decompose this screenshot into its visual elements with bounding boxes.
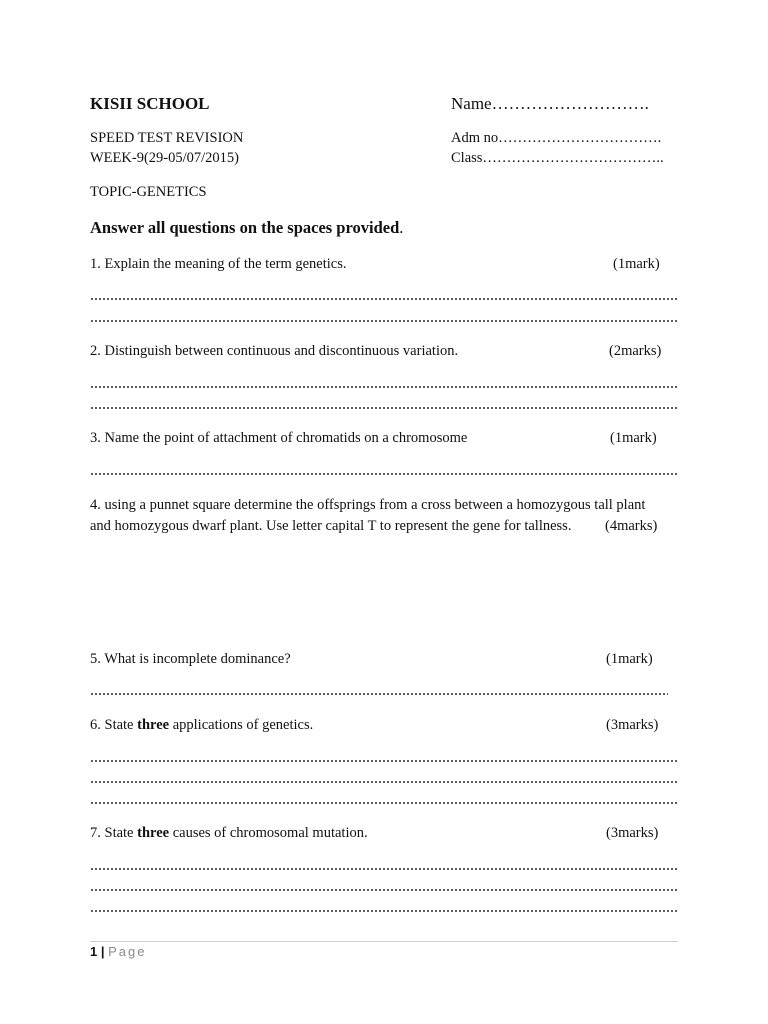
topic: TOPIC-GENETICS xyxy=(90,184,207,200)
answer-line[interactable] xyxy=(90,802,678,804)
answer-line[interactable] xyxy=(90,473,678,475)
question-6-emphasis: three xyxy=(137,717,170,733)
page-footer xyxy=(90,944,147,959)
answer-line[interactable] xyxy=(90,868,678,870)
answer-line[interactable] xyxy=(90,781,678,783)
answer-line[interactable] xyxy=(90,298,678,300)
question-1-marks: (1mark) xyxy=(613,256,660,272)
question-5-marks: (1mark) xyxy=(606,651,653,667)
footer-divider xyxy=(90,941,678,942)
answer-line[interactable] xyxy=(90,910,678,912)
answer-line[interactable] xyxy=(90,760,678,762)
footer-separator: | xyxy=(100,944,105,959)
question-7-suffix: causes of chromosomal mutation. xyxy=(169,825,368,841)
question-6-suffix: applications of genetics. xyxy=(169,717,314,733)
question-4-line-2: and homozygous dwarf plant. Use letter capital T to represent the gene for tallness. xyxy=(90,518,572,534)
name-field: Name………………………. xyxy=(451,94,649,113)
question-7-emphasis: three xyxy=(137,825,170,841)
answer-line[interactable] xyxy=(90,693,668,695)
class-field: Class……………………………….. xyxy=(451,150,664,166)
question-4-line-1: 4. using a punnet square determine the offsprings from a cross between a homozygous tall plant xyxy=(90,497,646,513)
question-5: 5. What is incomplete dominance? xyxy=(90,651,291,667)
question-6-marks: (3marks) xyxy=(606,717,659,733)
question-7-marks: (3marks) xyxy=(606,825,659,841)
school-name: KISII SCHOOL xyxy=(90,94,210,113)
question-4-marks: (4marks) xyxy=(605,518,658,534)
question-7-prefix: 7. State xyxy=(90,825,138,841)
question-6 xyxy=(90,717,313,734)
question-2: 2. Distinguish between continuous and discontinuous variation. xyxy=(90,343,459,359)
page-label: Page xyxy=(108,944,147,959)
question-3-marks: (1mark) xyxy=(610,430,657,446)
question-1: 1. Explain the meaning of the term genetics. xyxy=(90,256,347,272)
adm-no-field: Adm no……………………………. xyxy=(451,130,662,146)
answer-space[interactable] xyxy=(90,545,678,645)
test-title: SPEED TEST REVISION xyxy=(90,130,244,146)
answer-line[interactable] xyxy=(90,889,678,891)
question-6-prefix: 6. State xyxy=(90,717,138,733)
instructions-text: Answer all questions on the spaces provided xyxy=(90,218,400,237)
question-3: 3. Name the point of attachment of chromatids on a chromosome xyxy=(90,430,468,446)
answer-line[interactable] xyxy=(90,320,678,322)
instructions xyxy=(90,218,403,238)
instructions-period: . xyxy=(399,218,404,237)
test-week: WEEK-9(29-05/07/2015) xyxy=(90,150,239,166)
answer-line[interactable] xyxy=(90,386,678,388)
question-7 xyxy=(90,825,368,842)
page-number: 1 xyxy=(90,944,98,959)
answer-line[interactable] xyxy=(90,407,678,409)
question-2-marks: (2marks) xyxy=(609,343,662,359)
